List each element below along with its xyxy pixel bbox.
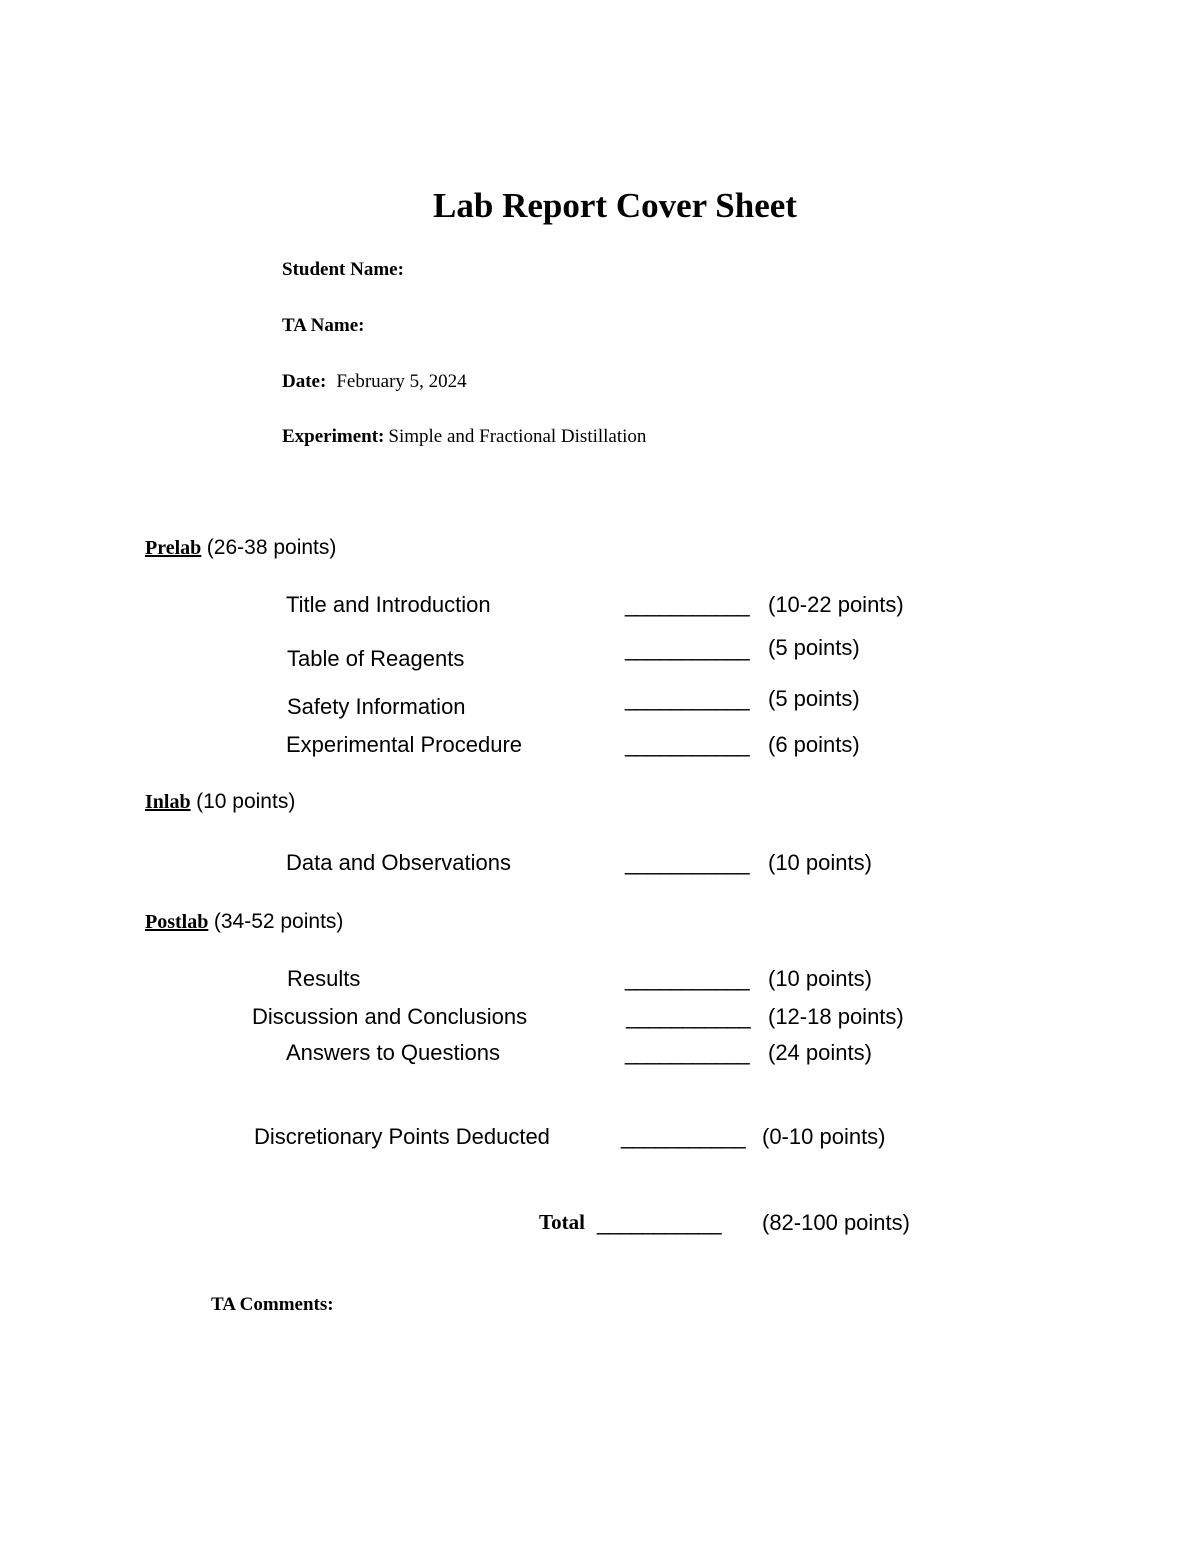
item-label-table-of-reagents: Table of Reagents — [287, 646, 465, 671]
prelab-heading — [145, 534, 336, 560]
points-table-of-reagents: (5 points) — [768, 635, 860, 660]
points-total: (82-100 points) — [762, 1210, 910, 1235]
experiment-label: Experiment: — [282, 426, 385, 447]
points-answers-questions: (24 points) — [768, 1040, 872, 1065]
points-safety-information: (5 points) — [768, 686, 860, 711]
inlab-heading — [145, 788, 295, 814]
item-label-answers-questions: Answers to Questions — [286, 1040, 500, 1065]
points-data-observations: (10 points) — [768, 850, 872, 875]
item-label-discussion-conclusions: Discussion and Conclusions — [252, 1004, 528, 1029]
inlab-name: Inlab — [145, 791, 191, 813]
postlab-heading — [145, 908, 343, 934]
item-label-results: Results — [287, 966, 361, 991]
points-discussion-conclusions: (12-18 points) — [768, 1004, 904, 1029]
date-label: Date: — [282, 371, 327, 392]
item-label-safety-information: Safety Information — [287, 694, 466, 719]
experiment-value: Simple and Fractional Distillation — [388, 426, 647, 447]
postlab-range: (34-52 points) — [213, 910, 344, 933]
experiment-row — [282, 426, 646, 448]
page-title: Lab Report Cover Sheet — [433, 186, 797, 225]
points-results: (10 points) — [768, 966, 872, 991]
student-name-row — [282, 259, 404, 281]
ta-comments-label: TA Comments: — [211, 1294, 334, 1315]
date-value: February 5, 2024 — [336, 371, 467, 392]
student-name-label: Student Name: — [282, 259, 404, 280]
item-label-data-observations: Data and Observations — [286, 850, 512, 875]
points-experimental-procedure: (6 points) — [768, 732, 860, 757]
score-blank-discussion-conclusions[interactable]: ___________ — [626, 1004, 750, 1029]
ta-name-row — [282, 315, 365, 337]
score-blank-total[interactable]: ___________ — [597, 1210, 721, 1235]
inlab-range: (10 points) — [196, 790, 296, 813]
score-blank-discretionary[interactable]: ___________ — [621, 1124, 745, 1149]
score-blank-title-introduction[interactable]: ___________ — [625, 592, 749, 617]
score-blank-safety-information[interactable]: ___________ — [625, 686, 749, 711]
total-label: Total — [539, 1210, 585, 1234]
score-blank-experimental-procedure[interactable]: ___________ — [625, 732, 749, 757]
ta-name-label: TA Name: — [282, 315, 365, 336]
item-label-experimental-procedure: Experimental Procedure — [286, 732, 523, 757]
postlab-name: Postlab — [145, 911, 209, 933]
points-title-introduction: (10-22 points) — [768, 592, 904, 617]
item-label-discretionary: Discretionary Points Deducted — [254, 1124, 550, 1149]
item-label-title-introduction: Title and Introduction — [286, 592, 491, 617]
prelab-range: (26-38 points) — [206, 536, 337, 559]
points-discretionary: (0-10 points) — [762, 1124, 886, 1149]
score-blank-results[interactable]: ___________ — [625, 966, 749, 991]
prelab-name: Prelab — [145, 537, 202, 559]
score-blank-answers-questions[interactable]: ___________ — [625, 1040, 749, 1065]
date-row — [282, 371, 467, 393]
score-blank-table-of-reagents[interactable]: ___________ — [625, 636, 749, 661]
score-blank-data-observations[interactable]: ___________ — [625, 850, 749, 875]
